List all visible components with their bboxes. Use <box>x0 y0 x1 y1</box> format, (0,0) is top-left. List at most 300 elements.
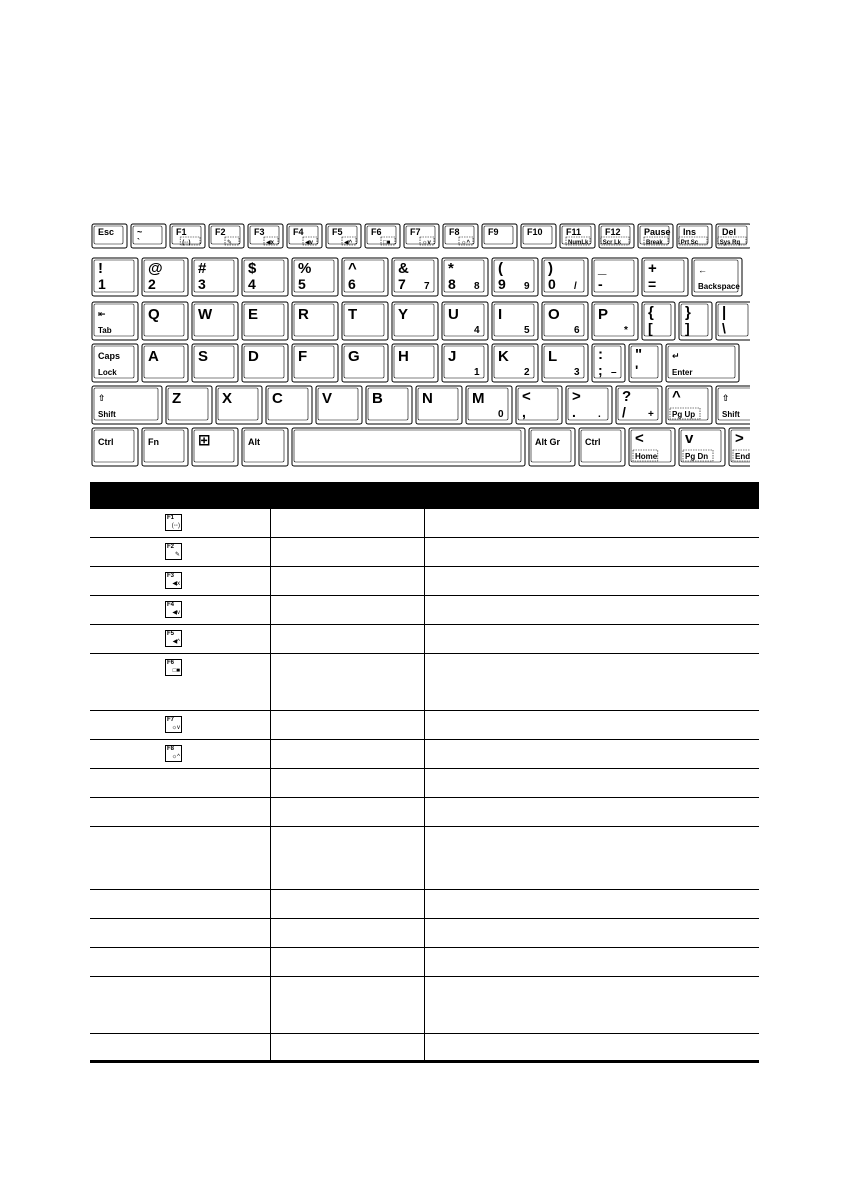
key-sublabel: 0 <box>548 276 556 292</box>
key-label: | <box>722 304 727 321</box>
table-cell <box>271 919 425 947</box>
fn-key-icon <box>165 659 182 676</box>
key-sublabel: \ <box>722 320 726 336</box>
keyboard-key <box>442 302 488 340</box>
key-fn-label: NumLk <box>568 240 589 246</box>
keyboard-key <box>142 344 188 382</box>
keyboard-key <box>142 302 188 340</box>
table-row <box>90 509 759 538</box>
key-label: E <box>248 306 259 323</box>
key-fn-label: (◦◦) <box>182 240 191 246</box>
table-cell <box>425 567 759 595</box>
keyboard-key <box>529 428 575 466</box>
key-sublabel: [ <box>648 320 653 336</box>
table-row <box>90 625 759 654</box>
key-label: # <box>198 260 207 277</box>
keyboard-key <box>392 344 438 382</box>
keyboard-key <box>729 428 750 466</box>
key-label: L <box>548 348 558 365</box>
key-fn-label: ◀v <box>305 240 313 246</box>
key-numpad-label: 1 <box>474 367 480 378</box>
keyboard-key <box>92 344 138 382</box>
key-sublabel: 4 <box>248 276 256 292</box>
key-sublabel: - <box>598 276 603 292</box>
key-label: Ins <box>683 227 697 237</box>
key-sublabel: ] <box>685 320 690 336</box>
key-sublabel: End <box>735 452 750 461</box>
table-row <box>90 977 759 1034</box>
key-numpad-label: – <box>611 367 617 378</box>
keyboard-key <box>242 302 288 340</box>
keyboard-key <box>642 302 675 340</box>
table-cell <box>90 919 271 947</box>
key-label: > <box>572 388 581 405</box>
key-label: J <box>448 348 457 365</box>
table-cell <box>90 1034 271 1060</box>
fn-key-symbol: □■ <box>172 668 180 674</box>
table-cell <box>425 509 759 537</box>
fn-key-icon <box>165 745 182 762</box>
table-header <box>90 482 759 509</box>
table-row <box>90 769 759 798</box>
key-label: ! <box>98 260 103 277</box>
table-cell <box>90 509 271 537</box>
key-label: M <box>472 390 485 407</box>
keyboard-key <box>579 428 625 466</box>
key-label: C <box>272 390 283 407</box>
key-label: Ctrl <box>98 437 114 447</box>
key-label: ⇤ <box>98 309 106 319</box>
table-cell <box>90 596 271 624</box>
keyboard-key <box>292 428 525 466</box>
key-sublabel: , <box>522 404 526 420</box>
key-label: T <box>348 306 358 323</box>
keyboard-key <box>492 258 538 296</box>
fn-key-symbol: ☼^ <box>171 754 180 760</box>
fn-key-icon <box>165 543 182 560</box>
key-sublabel: Backspace <box>698 282 740 291</box>
table-cell <box>425 919 759 947</box>
key-label: + <box>648 260 657 277</box>
key-sublabel: 3 <box>198 276 206 292</box>
keyboard-key <box>131 224 166 248</box>
key-label: < <box>635 430 644 447</box>
table-cell <box>425 798 759 826</box>
table-cell <box>271 827 425 889</box>
key-sublabel: Enter <box>672 368 693 377</box>
table-cell <box>90 977 271 1033</box>
keyboard-key <box>521 224 556 248</box>
keyboard-key <box>442 258 488 296</box>
key-numpad-label: 6 <box>574 325 580 336</box>
table-cell <box>271 596 425 624</box>
keyboard-key <box>492 302 538 340</box>
fn-key-symbol: ◀x <box>172 581 180 587</box>
key-label: { <box>648 304 654 321</box>
keyboard-key <box>342 344 388 382</box>
key-sublabel: Shift <box>722 410 740 419</box>
key-sublabel: Home <box>635 452 658 461</box>
keyboard-key <box>287 224 322 248</box>
fn-key-icon <box>165 601 182 618</box>
table-cell <box>271 769 425 797</box>
key-sublabel: Shift <box>98 410 116 419</box>
keyboard-key <box>692 258 742 296</box>
key-label: Caps <box>98 351 121 361</box>
table-cell <box>90 625 271 653</box>
key-label: F10 <box>527 227 543 237</box>
key-fn-label: ✎ <box>227 240 233 246</box>
key-fn-label: Prt Sc <box>680 240 699 246</box>
table-cell <box>425 977 759 1033</box>
keyboard-key <box>365 224 400 248</box>
table-cell <box>271 948 425 976</box>
key-label: V <box>322 390 333 407</box>
key-label: F11 <box>566 227 582 237</box>
key-label: Z <box>172 390 182 407</box>
keyboard-key <box>166 386 212 424</box>
key-numpad-label: 0 <box>498 409 504 420</box>
key-label: ← <box>698 265 707 275</box>
key-numpad-label: 8 <box>474 281 480 292</box>
table-cell <box>271 509 425 537</box>
table-header-cell <box>90 482 271 509</box>
key-fn-label: ◀^ <box>344 240 353 246</box>
key-numpad-label: 5 <box>524 325 530 336</box>
key-label: K <box>498 348 509 365</box>
key-label: R <box>298 306 309 323</box>
table-cell <box>425 711 759 739</box>
keyboard-key <box>292 302 338 340</box>
keyboard-key <box>192 258 238 296</box>
keyboard-key <box>326 224 361 248</box>
table-cell <box>271 798 425 826</box>
key-label: Del <box>722 227 737 237</box>
key-sublabel: 1 <box>98 276 106 292</box>
keyboard-key <box>292 258 338 296</box>
key-label: A <box>148 348 159 365</box>
keyboard-key <box>342 302 388 340</box>
key-label: G <box>348 348 360 365</box>
key-numpad-label: 9 <box>524 281 530 292</box>
key-numpad-label: 2 <box>524 367 530 378</box>
key-label: ) <box>548 260 553 277</box>
key-sublabel: Pg Dn <box>685 452 709 461</box>
keyboard-key <box>629 344 662 382</box>
table-cell <box>90 890 271 918</box>
key-label: Fn <box>148 437 159 447</box>
table-row <box>90 596 759 625</box>
key-sublabel: ' <box>635 362 639 378</box>
fn-key-icon <box>165 514 182 531</box>
key-label: : <box>598 346 603 363</box>
keyboard-key <box>679 428 725 466</box>
key-sublabel: 8 <box>448 276 456 292</box>
table-cell <box>425 769 759 797</box>
fn-key-label: F5 <box>167 631 175 637</box>
fn-key-symbol: ◀^ <box>172 639 180 645</box>
table-header-cell <box>271 482 425 509</box>
key-label: I <box>498 306 503 323</box>
keyboard-key <box>666 344 739 382</box>
keyboard-key <box>209 224 244 248</box>
table-cell <box>271 625 425 653</box>
key-label: Y <box>398 306 409 323</box>
key-label: F12 <box>605 227 621 237</box>
keyboard-key <box>142 258 188 296</box>
key-label: ⊞ <box>198 432 211 449</box>
keyboard-key <box>542 258 588 296</box>
fn-key-symbol: (◦◦) <box>171 523 180 529</box>
table-cell <box>425 1034 759 1060</box>
key-label: $ <box>248 260 257 277</box>
key-label: ^ <box>348 260 357 277</box>
table-cell <box>90 711 271 739</box>
keyboard-key <box>316 386 362 424</box>
key-numpad-label: 3 <box>574 367 580 378</box>
keyboard-key <box>404 224 439 248</box>
keyboard-key <box>92 302 138 340</box>
key-numpad-label: * <box>624 325 628 336</box>
fn-key-label: F2 <box>167 544 175 550</box>
key-label: * <box>448 260 454 277</box>
table-cell <box>425 538 759 566</box>
table-cell <box>425 596 759 624</box>
key-fn-label: ☼v <box>422 240 431 246</box>
keyboard-key <box>92 258 138 296</box>
table-cell <box>425 948 759 976</box>
keyboard-key <box>366 386 412 424</box>
keyboard-key <box>242 344 288 382</box>
table-cell <box>90 769 271 797</box>
key-label: O <box>548 306 560 323</box>
key-label: U <box>448 306 459 323</box>
table-cell <box>425 625 759 653</box>
table-row <box>90 740 759 769</box>
keyboard-key <box>392 302 438 340</box>
key-label: S <box>198 348 209 365</box>
key-sublabel: Lock <box>98 368 117 377</box>
fn-key-label: F7 <box>167 717 175 723</box>
key-sublabel: 7 <box>398 276 406 292</box>
key-sublabel: ; <box>598 362 603 378</box>
key-label: Alt Gr <box>535 437 561 447</box>
key-label: P <box>598 306 609 323</box>
keyboard-key <box>466 386 512 424</box>
key-numpad-label: 4 <box>474 325 480 336</box>
keyboard-key <box>629 428 675 466</box>
key-sublabel: Pg Up <box>672 410 696 419</box>
key-label: ( <box>498 260 503 277</box>
key-label: F4 <box>293 227 304 237</box>
key-label: _ <box>598 260 607 277</box>
table-cell <box>90 827 271 889</box>
keyboard-key <box>192 302 238 340</box>
key-label: @ <box>148 260 163 277</box>
table-cell <box>425 740 759 768</box>
key-fn-label: Scr Lk <box>602 240 622 246</box>
keyboard-key <box>442 344 488 382</box>
key-sublabel: ` <box>137 237 140 247</box>
key-label: Esc <box>98 227 115 237</box>
keyboard-key <box>679 302 712 340</box>
keyboard-key <box>92 224 127 248</box>
table-cell <box>271 977 425 1033</box>
key-label: ⇧ <box>722 393 730 403</box>
key-sublabel: 9 <box>498 276 506 292</box>
key-numpad-label: . <box>598 409 601 420</box>
keyboard-key <box>599 224 634 248</box>
keyboard-key <box>443 224 478 248</box>
key-label: F3 <box>254 227 265 237</box>
keyboard-key <box>242 428 288 466</box>
key-sublabel: 5 <box>298 276 306 292</box>
fn-key-symbol: ◀v <box>172 610 180 616</box>
key-label: W <box>198 306 213 323</box>
table-header-cell <box>425 482 759 509</box>
fn-key-icon <box>165 630 182 647</box>
key-label: ^ <box>672 388 681 405</box>
table-cell <box>271 890 425 918</box>
keyboard-key <box>192 428 238 466</box>
key-label: F8 <box>449 227 460 237</box>
table-cell <box>271 654 425 710</box>
key-label: F1 <box>176 227 187 237</box>
keyboard-key <box>416 386 462 424</box>
fn-key-label: F8 <box>167 746 175 752</box>
key-label: Alt <box>248 437 260 447</box>
key-label: v <box>685 430 694 447</box>
table-row <box>90 567 759 596</box>
table-cell <box>90 538 271 566</box>
keyboard-key <box>292 344 338 382</box>
table-cell <box>271 740 425 768</box>
key-label: ~ <box>137 227 143 237</box>
key-label: F9 <box>488 227 499 237</box>
key-label: ⇧ <box>98 393 106 403</box>
fn-key-label: F3 <box>167 573 175 579</box>
key-label: & <box>398 260 409 277</box>
key-label: ↵ <box>672 351 680 361</box>
keyboard-key <box>92 428 138 466</box>
key-sublabel: / <box>622 404 626 420</box>
keyboard-key <box>242 258 288 296</box>
keyboard-key <box>566 386 612 424</box>
table-cell <box>271 567 425 595</box>
keyboard-key <box>92 386 162 424</box>
key-label: % <box>298 260 312 277</box>
keyboard-key <box>716 224 750 248</box>
fn-key-label: F1 <box>167 515 175 521</box>
table-row <box>90 827 759 890</box>
key-sublabel: 2 <box>148 276 156 292</box>
table-cell <box>90 567 271 595</box>
keyboard-key <box>482 224 517 248</box>
keyboard-key <box>266 386 312 424</box>
keyboard-key <box>192 344 238 382</box>
key-sublabel: 6 <box>348 276 356 292</box>
key-label: F6 <box>371 227 382 237</box>
keyboard-key <box>248 224 283 248</box>
key-label: N <box>422 390 433 407</box>
key-label: F <box>298 348 308 365</box>
table-cell <box>90 798 271 826</box>
key-label: } <box>685 304 691 321</box>
fn-key-table <box>90 482 759 1063</box>
key-fn-label: ☼^ <box>461 240 471 246</box>
table-cell <box>271 538 425 566</box>
table-row <box>90 538 759 567</box>
key-label: F2 <box>215 227 226 237</box>
keyboard-key <box>170 224 205 248</box>
keyboard-key <box>516 386 562 424</box>
fn-key-label: F4 <box>167 602 175 608</box>
key-numpad-label: + <box>648 409 654 420</box>
keyboard-key <box>716 302 750 340</box>
keyboard-key <box>592 258 638 296</box>
keyboard-key <box>392 258 438 296</box>
table-row <box>90 890 759 919</box>
table-row <box>90 711 759 740</box>
keyboard-key <box>638 224 673 248</box>
keyboard-key <box>592 302 638 340</box>
fn-key-icon <box>165 716 182 733</box>
key-label: > <box>735 430 744 447</box>
keyboard-key <box>592 344 625 382</box>
table-cell <box>90 948 271 976</box>
key-fn-label: ◀x <box>266 240 274 246</box>
key-numpad-label: 7 <box>424 281 430 292</box>
key-label: ? <box>622 388 632 405</box>
key-fn-label: □■ <box>383 240 391 246</box>
keyboard-key <box>716 386 750 424</box>
keyboard-key <box>560 224 595 248</box>
keyboard-key <box>616 386 662 424</box>
key-fn-label: Sys Rq <box>719 240 741 246</box>
key-label: < <box>522 388 531 405</box>
key-label: F7 <box>410 227 421 237</box>
key-label: D <box>248 348 259 365</box>
fn-key-symbol: ☼v <box>171 725 180 731</box>
table-row <box>90 654 759 711</box>
fn-key-icon <box>165 572 182 589</box>
key-fn-label: Break <box>646 240 663 246</box>
keyboard-layout <box>90 220 750 472</box>
table-cell <box>271 711 425 739</box>
table-cell <box>425 654 759 710</box>
keyboard-key <box>542 302 588 340</box>
key-label: X <box>222 390 233 407</box>
table-cell <box>425 890 759 918</box>
table-body <box>90 509 759 1063</box>
table-cell <box>90 654 271 710</box>
key-sublabel: Tab <box>98 326 112 335</box>
fn-key-label: F6 <box>167 660 175 666</box>
table-cell <box>271 1034 425 1060</box>
key-label: " <box>635 346 643 363</box>
key-label: Ctrl <box>585 437 601 447</box>
key-sublabel: . <box>572 404 576 420</box>
keyboard-key <box>216 386 262 424</box>
keyboard-key <box>542 344 588 382</box>
keyboard-key <box>642 258 688 296</box>
table-cell <box>425 827 759 889</box>
keyboard-key <box>666 386 712 424</box>
keyboard-key <box>492 344 538 382</box>
key-label: Q <box>148 306 160 323</box>
keyboard-key <box>342 258 388 296</box>
key-numpad-label: / <box>574 281 577 292</box>
